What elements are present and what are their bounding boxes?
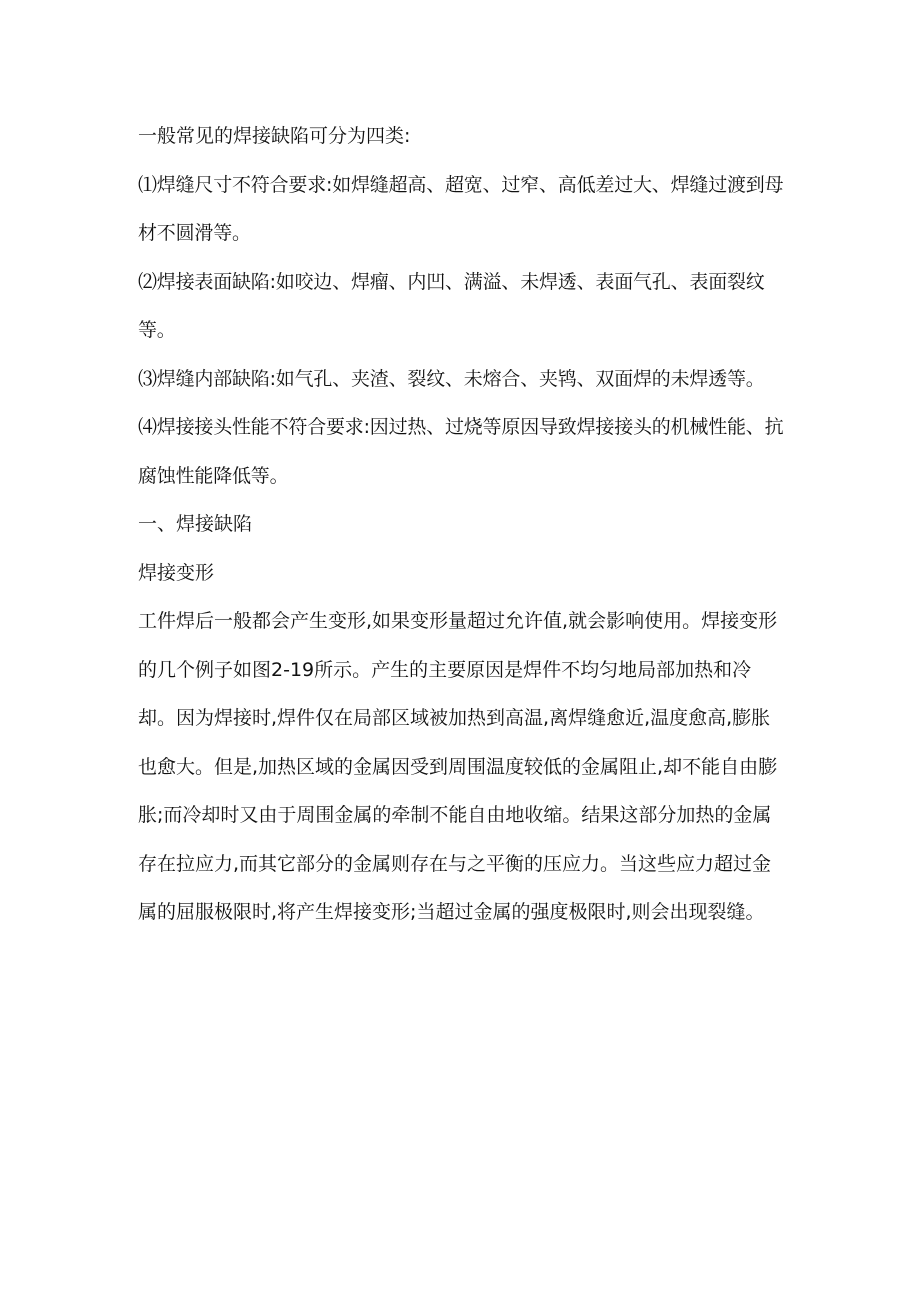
section-heading: 一、焊接缺陷 (138, 513, 253, 535)
body-paragraph: 工件焊后一般都会产生变形,如果变形量超过允许值,就会影响使用。焊接变形的几个例子如图2-19所示。产生的主要原因是焊件不均匀地局部加热和冷却。因为焊接时,焊件仅在局部区域被加热到高温,离焊缝愈近,温度愈高,膨胀也愈大。但是,加热区域的金属因受到周围温度较低的金属阻止,却不能自由膨胀;而冷却时又由于周围金属的牵制不能自由地收缩。结果这部分加热的金属存在拉应力,而其它部分的金属则存在与之平衡的压应力。当这些应力超过金属的屈服极限时,将产生焊接变形;当超过金属的强度极限时,则会出现裂缝。 (138, 610, 778, 923)
subsection-heading: 焊接变形 (138, 561, 215, 584)
defect-item-1: ⑴焊缝尺寸不符合要求:如焊缝超高、超宽、过窄、高低差过大、焊缝过渡到母材不圆滑等。 (138, 173, 784, 244)
defect-item-2: ⑵焊接表面缺陷:如咬边、焊瘤、内凹、满溢、未焊透、表面气孔、表面裂纹等。 (138, 270, 765, 341)
intro-text: 一般常见的焊接缺陷可分为四类: (138, 125, 411, 147)
document-content (138, 112, 788, 937)
defect-item-4: ⑷焊接接头性能不符合要求:因过热、过烧等原因导致焊接接头的机械性能、抗腐蚀性能降低等。 (138, 416, 784, 487)
defect-item-3: ⑶焊缝内部缺陷:如气孔、夹渣、裂纹、未熔合、夹鸨、双面焊的未焊透等。 (138, 367, 765, 390)
